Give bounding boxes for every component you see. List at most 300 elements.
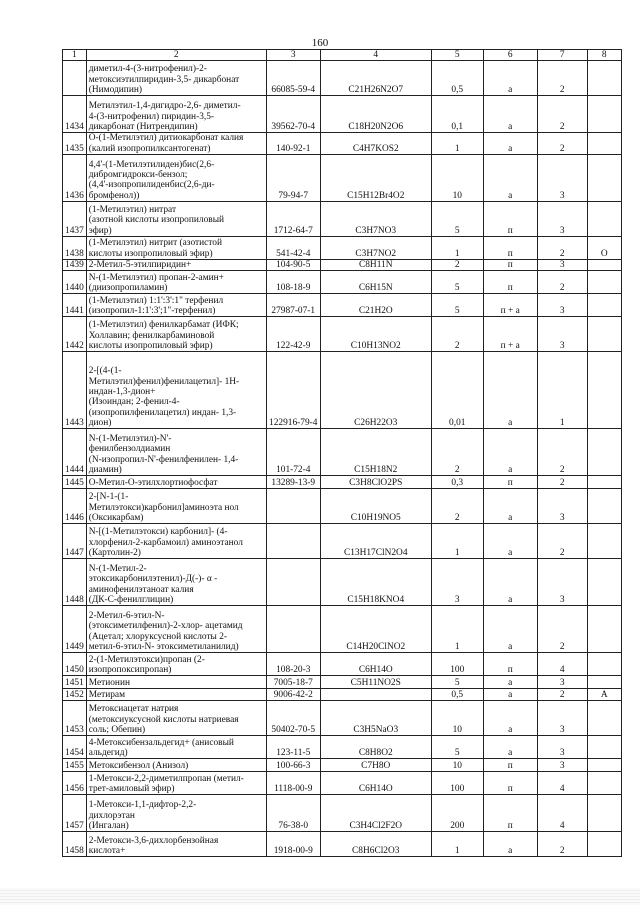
aggregate-state: а xyxy=(483,701,537,736)
limit-value: 200 xyxy=(431,795,483,832)
table-row xyxy=(63,476,622,489)
substance-name-line: О-(1-Метилэтил) дитиокарбонат калия xyxy=(88,133,244,144)
substance-name-line: метоксиэтилпиридин-3,5- дикарбонат xyxy=(88,74,240,85)
limit-value: 3 xyxy=(431,559,483,606)
limit-value: 10 xyxy=(431,759,483,772)
limit-value: 100 xyxy=(431,653,483,676)
table-row xyxy=(63,133,622,155)
substance-name-line: (1-Метилэтил) нитрит (азотистой xyxy=(88,238,222,249)
hazard-class: 4 xyxy=(537,772,587,795)
row-number xyxy=(63,61,87,96)
substance-name xyxy=(86,736,266,759)
cas-number: 13289-13-9 xyxy=(266,476,320,489)
substance-name-line: 4-Метоксибензальдегид+ (анисовый xyxy=(88,737,234,748)
row-number: 1442 xyxy=(63,317,87,352)
row-number: 1443 xyxy=(63,352,87,429)
cas-number: 76-38-0 xyxy=(266,795,320,832)
hazard-class: 3 xyxy=(537,559,587,606)
chemical-formula: C26H22O3 xyxy=(320,352,431,429)
page-number: 160 xyxy=(311,37,329,49)
substance-name-line: кислоты изопропиловый эфир) xyxy=(88,248,213,259)
limit-value: 2 xyxy=(431,429,483,476)
limit-value: 5 xyxy=(431,676,483,689)
hazard-class: 3 xyxy=(537,701,587,736)
substance-name-line: этоксикарбонилэтенил)-Д(-)- α - xyxy=(88,574,218,585)
table-body xyxy=(63,61,622,857)
limit-value: 1 xyxy=(431,524,483,559)
substance-name xyxy=(86,96,266,133)
substance-name-line: Метилэтокси)карбонил]аминоэта нол xyxy=(88,502,239,513)
cas-number: 122916-79-4 xyxy=(266,352,320,429)
substance-name xyxy=(86,317,266,352)
substance-name-line: (1-Метилэтил) 1:1':3':1" терфенил xyxy=(88,295,224,306)
cas-number: 50402-70-5 xyxy=(266,701,320,736)
column-number: 3 xyxy=(266,50,320,61)
hazard-class: 2 xyxy=(537,271,587,294)
chemical-formula: C14H20ClNO2 xyxy=(320,606,431,653)
hazard-class: 3 xyxy=(537,154,587,201)
substance-name xyxy=(86,701,266,736)
substance-name-line: дикарбонат (Нитрендипин) xyxy=(88,122,198,132)
chemical-formula: C6H15N xyxy=(320,271,431,294)
substance-name-line: N-(1-Метил-2- xyxy=(88,564,147,574)
substance-name-line: О-Метил-О-этилхлортиофосфат xyxy=(88,477,218,488)
hazard-class: 4 xyxy=(537,795,587,832)
cas-number: 101-72-4 xyxy=(266,429,320,476)
limit-value: 1 xyxy=(431,236,483,259)
row-number: 1437 xyxy=(63,201,87,236)
limit-value: 2 xyxy=(431,259,483,270)
hazard-class: 3 xyxy=(537,676,587,689)
hazard-class: 2 xyxy=(537,133,587,155)
substance-name-line: метил-6-этил-N- этоксиметиланилид) xyxy=(88,641,239,652)
chemical-formula: C13H17ClN2O4 xyxy=(320,524,431,559)
action-note xyxy=(587,429,621,476)
hygiene-standards-table xyxy=(62,49,622,857)
hazard-class: 3 xyxy=(537,759,587,772)
hazard-class: 3 xyxy=(537,736,587,759)
limit-value: 5 xyxy=(431,736,483,759)
cas-number: 79-94-7 xyxy=(266,154,320,201)
aggregate-state: п + а xyxy=(483,294,537,317)
row-number: 1457 xyxy=(63,795,87,832)
column-number: 2 xyxy=(86,50,266,61)
substance-name-line: Метирам xyxy=(88,689,126,700)
chemical-formula xyxy=(320,689,431,701)
substance-name-line: 2-[(4-(1- xyxy=(88,366,122,377)
aggregate-state: а xyxy=(483,154,537,201)
aggregate-state: п xyxy=(483,236,537,259)
limit-value: 1 xyxy=(431,606,483,653)
chemical-formula: C15H12Br4O2 xyxy=(320,154,431,201)
substance-name xyxy=(86,259,266,270)
substance-name-line: (Ацетал; хлоруксусной кислоты 2- xyxy=(88,631,228,642)
cas-number: 1118-00-9 xyxy=(266,772,320,795)
substance-name-line: эфир) xyxy=(88,225,112,236)
substance-name-line: 1-Метокси-2,2-диметилпропан (метил- xyxy=(88,773,244,784)
substance-name xyxy=(86,759,266,772)
substance-name-line: N-[(1-Метилэтокси) карбонил]- (4- xyxy=(88,527,228,538)
limit-value: 5 xyxy=(431,201,483,236)
substance-name-line: (Нимодипин) xyxy=(88,85,142,95)
substance-name-line: 2-(1-Метилэтокси)пропан (2- xyxy=(88,654,205,665)
column-number-row xyxy=(63,50,622,61)
aggregate-state: а xyxy=(483,559,537,606)
chemical-formula: C5H11NO2S xyxy=(320,676,431,689)
aggregate-state: а xyxy=(483,133,537,155)
aggregate-state: а xyxy=(483,736,537,759)
substance-name xyxy=(86,832,266,857)
substance-name-line: кислоты изопропиловый эфир) xyxy=(88,340,213,351)
table-row xyxy=(63,832,622,857)
action-note xyxy=(587,259,621,270)
hazard-class: 2 xyxy=(537,476,587,489)
substance-name-line: бромфенол)) xyxy=(88,190,140,201)
row-number: 1455 xyxy=(63,759,87,772)
substance-name xyxy=(86,606,266,653)
substance-name-line: трет-амиловый эфир) xyxy=(88,783,175,794)
aggregate-state: а xyxy=(483,489,537,524)
substance-name xyxy=(86,676,266,689)
hazard-class: 3 xyxy=(537,201,587,236)
cas-number: 27987-07-1 xyxy=(266,294,320,317)
action-note xyxy=(587,133,621,155)
cas-number xyxy=(266,524,320,559)
limit-value: 10 xyxy=(431,154,483,201)
aggregate-state: п xyxy=(483,772,537,795)
substance-name-line: (изопропил-1:1':3';1"-терфенил) xyxy=(88,305,216,316)
substance-name xyxy=(86,795,266,832)
limit-value: 0,3 xyxy=(431,476,483,489)
action-note xyxy=(587,606,621,653)
table-row xyxy=(63,736,622,759)
substance-name-line: (метоксиуксусной кислоты натриевая xyxy=(88,714,239,725)
chemical-formula: C10H13NO2 xyxy=(320,317,431,352)
table-row xyxy=(63,772,622,795)
substance-name-line: (изопропилфенилацетил) индан- 1,3- xyxy=(88,407,237,418)
action-note: О xyxy=(587,236,621,259)
table-row xyxy=(63,236,622,259)
table-row xyxy=(63,606,622,653)
aggregate-state: п xyxy=(483,795,537,832)
substance-name-line: (1-Метилэтил) фенилкарбамат (ИФК; xyxy=(88,320,239,331)
substance-name-line: альдегид) xyxy=(88,747,128,758)
substance-name xyxy=(86,236,266,259)
chemical-formula: C3H8ClO2PS xyxy=(320,476,431,489)
aggregate-state: а xyxy=(483,689,537,701)
aggregate-state: а xyxy=(483,429,537,476)
chemical-formula: C4H7KOS2 xyxy=(320,133,431,155)
column-number: 5 xyxy=(431,50,483,61)
action-note xyxy=(587,559,621,606)
limit-value: 2 xyxy=(431,489,483,524)
substance-name xyxy=(86,689,266,701)
substance-name xyxy=(86,559,266,606)
chemical-formula: C7H8O xyxy=(320,759,431,772)
chemical-formula: C18H20N2O6 xyxy=(320,96,431,133)
substance-name xyxy=(86,271,266,294)
row-number: 1452 xyxy=(63,689,87,701)
cas-number: 108-18-9 xyxy=(266,271,320,294)
row-number: 1434 xyxy=(63,96,87,133)
substance-name xyxy=(86,352,266,429)
substance-name-line: N-(1-Метилэтил)-N'- xyxy=(88,434,172,444)
chemical-formula: C3H7NO3 xyxy=(320,201,431,236)
substance-name-line: (1-Метилэтил) нитрат xyxy=(88,205,177,215)
table-row xyxy=(63,559,622,606)
action-note: А xyxy=(587,689,621,701)
substance-name-line: Метилэтил-1,4-дигидро-2,6- диметил- xyxy=(88,101,241,112)
cas-number: 7005-18-7 xyxy=(266,676,320,689)
substance-name-line: 2-Метокси-3,6-дихлорбензойная xyxy=(88,835,219,846)
chemical-formula: C3H4Cl2F2O xyxy=(320,795,431,832)
substance-name-line: (Оксикарбам) xyxy=(88,512,144,523)
table-row xyxy=(63,524,622,559)
substance-name-line: Метионин xyxy=(88,677,130,688)
cas-number: 1712-64-7 xyxy=(266,201,320,236)
table-row xyxy=(63,61,622,96)
cas-number: 104-90-5 xyxy=(266,259,320,270)
action-note xyxy=(587,61,621,96)
substance-name xyxy=(86,61,266,96)
scan-lines-decoration xyxy=(0,888,640,905)
row-number: 1440 xyxy=(63,271,87,294)
substance-name xyxy=(86,653,266,676)
table-row xyxy=(63,201,622,236)
aggregate-state: п + а xyxy=(483,317,537,352)
action-note xyxy=(587,96,621,133)
aggregate-state: а xyxy=(483,676,537,689)
substance-name xyxy=(86,429,266,476)
substance-name-line: (Картолин-2) xyxy=(88,547,141,558)
row-number: 1438 xyxy=(63,236,87,259)
hazard-class: 2 xyxy=(537,606,587,653)
substance-name xyxy=(86,476,266,489)
action-note xyxy=(587,653,621,676)
substance-name-line: изопропоксипропан) xyxy=(88,664,172,675)
row-number: 1435 xyxy=(63,133,87,155)
row-number: 1454 xyxy=(63,736,87,759)
hazard-class: 2 xyxy=(537,524,587,559)
action-note xyxy=(587,772,621,795)
row-number: 1436 xyxy=(63,154,87,201)
row-number: 1444 xyxy=(63,429,87,476)
table-row xyxy=(63,317,622,352)
substance-name-line: Метоксибензол (Анизол) xyxy=(88,760,189,771)
cas-number: 9006-42-2 xyxy=(266,689,320,701)
limit-value: 0,5 xyxy=(431,61,483,96)
substance-name xyxy=(86,772,266,795)
hazard-class: 2 xyxy=(537,61,587,96)
chemical-formula: C8H11N xyxy=(320,259,431,270)
column-number: 8 xyxy=(587,50,621,61)
limit-value: 5 xyxy=(431,271,483,294)
substance-name-line: (Изоиндан; 2-фенил-4- xyxy=(88,397,180,408)
table-row xyxy=(63,676,622,689)
substance-name-line: (N-изопропил-N'-фенилфенилен- 1,4- xyxy=(88,454,239,465)
limit-value: 100 xyxy=(431,772,483,795)
column-number: 1 xyxy=(63,50,87,61)
table-row xyxy=(63,429,622,476)
aggregate-state: а xyxy=(483,352,537,429)
substance-name-line: Холлавин; фенилкарбаминовой xyxy=(88,330,215,341)
cas-number: 39562-70-4 xyxy=(266,96,320,133)
substance-name-line: (Ингалан) xyxy=(88,820,129,831)
substance-name-line: соль; Обепин) xyxy=(88,724,146,735)
cas-number: 122-42-9 xyxy=(266,317,320,352)
table-row xyxy=(63,352,622,429)
column-number: 7 xyxy=(537,50,587,61)
substance-name-line: (азотной кислоты изопропиловый xyxy=(88,215,225,226)
action-note xyxy=(587,736,621,759)
hazard-class: 3 xyxy=(537,259,587,270)
cas-number xyxy=(266,606,320,653)
substance-name-line: дион) xyxy=(88,417,112,428)
substance-name-line: фенилбензолдиамин xyxy=(88,444,171,455)
cas-number: 66085-59-4 xyxy=(266,61,320,96)
chemical-formula: C8H6Cl2O3 xyxy=(320,832,431,857)
substance-name-line: (ДК-С-фенилглицин) xyxy=(88,594,174,605)
cas-number: 100-66-3 xyxy=(266,759,320,772)
table-row xyxy=(63,795,622,832)
cas-number xyxy=(266,559,320,606)
aggregate-state: п xyxy=(483,759,537,772)
aggregate-state: а xyxy=(483,61,537,96)
limit-value: 10 xyxy=(431,701,483,736)
table-row xyxy=(63,259,622,270)
row-number: 1446 xyxy=(63,489,87,524)
cas-number: 123-11-5 xyxy=(266,736,320,759)
action-note xyxy=(587,489,621,524)
aggregate-state: п xyxy=(483,201,537,236)
chemical-formula: C21H26N2O7 xyxy=(320,61,431,96)
aggregate-state: а xyxy=(483,524,537,559)
chemical-formula: C21H2O xyxy=(320,294,431,317)
limit-value: 2 xyxy=(431,317,483,352)
cas-number: 1918-00-9 xyxy=(266,832,320,857)
limit-value: 1 xyxy=(431,832,483,857)
hazard-class: 3 xyxy=(537,489,587,524)
table-row xyxy=(63,653,622,676)
aggregate-state: а xyxy=(483,96,537,133)
substance-name-line: хлорфенил-2-карбамоил) аминоэтанол xyxy=(88,537,243,548)
substance-name-line: (4,4'-изопропилиденбис(2,6-ди- xyxy=(88,180,215,191)
table-row xyxy=(63,96,622,133)
substance-name xyxy=(86,524,266,559)
row-number: 1456 xyxy=(63,772,87,795)
action-note xyxy=(587,795,621,832)
cas-number: 541-42-4 xyxy=(266,236,320,259)
substance-name xyxy=(86,489,266,524)
hazard-class: 4 xyxy=(537,653,587,676)
substance-name-line: дибромгидрокси-бензол; xyxy=(88,170,188,180)
row-number: 1441 xyxy=(63,294,87,317)
table-row xyxy=(63,154,622,201)
action-note xyxy=(587,271,621,294)
action-note xyxy=(587,352,621,429)
limit-value: 5 xyxy=(431,294,483,317)
substance-name-line: дихлорэтан xyxy=(88,810,135,821)
table-row xyxy=(63,759,622,772)
substance-name-line: диамин) xyxy=(88,464,122,475)
row-number: 1451 xyxy=(63,676,87,689)
row-number: 1448 xyxy=(63,559,87,606)
substance-name-line: (калий изопропилксантогенат) xyxy=(88,143,211,154)
action-note xyxy=(587,154,621,201)
action-note xyxy=(587,317,621,352)
substance-name-line: Метилэтил)фенил)фенилацетил]- 1Н- xyxy=(88,376,240,387)
column-number: 4 xyxy=(320,50,431,61)
row-number: 1453 xyxy=(63,701,87,736)
action-note xyxy=(587,201,621,236)
action-note xyxy=(587,701,621,736)
limit-value: 1 xyxy=(431,133,483,155)
action-note xyxy=(587,524,621,559)
row-number: 1447 xyxy=(63,524,87,559)
substance-name-line: кислота+ xyxy=(88,845,126,856)
row-number: 1458 xyxy=(63,832,87,857)
substance-name-line: индан-1,3-дион+ xyxy=(88,387,156,397)
aggregate-state: а xyxy=(483,832,537,857)
aggregate-state: п xyxy=(483,653,537,676)
row-number: 1445 xyxy=(63,476,87,489)
hazard-class: 2 xyxy=(537,832,587,857)
column-number: 6 xyxy=(483,50,537,61)
hazard-class: 3 xyxy=(537,294,587,317)
aggregate-state: п xyxy=(483,259,537,270)
action-note xyxy=(587,476,621,489)
aggregate-state: а xyxy=(483,606,537,653)
hazard-class: 1 xyxy=(537,352,587,429)
chemical-formula: C15H18N2 xyxy=(320,429,431,476)
limit-value: 0,1 xyxy=(431,96,483,133)
hazard-class: 2 xyxy=(537,429,587,476)
substance-name-line: 4,4'-(1-Метилэтилиден)бис(2,6- xyxy=(88,159,215,170)
chemical-formula: C15H18KNO4 xyxy=(320,559,431,606)
table-row xyxy=(63,489,622,524)
cas-number: 140-92-1 xyxy=(266,133,320,155)
row-number: 1439 xyxy=(63,259,87,270)
substance-name-line: 1-Метокси-1,1-дифтор-2,2- xyxy=(88,800,197,811)
action-note xyxy=(587,832,621,857)
action-note xyxy=(587,759,621,772)
table-row xyxy=(63,294,622,317)
cas-number xyxy=(266,489,320,524)
hazard-class: 3 xyxy=(537,317,587,352)
row-number: 1450 xyxy=(63,653,87,676)
hazard-class: 2 xyxy=(537,689,587,701)
hazard-class: 2 xyxy=(537,236,587,259)
substance-name-line: 2-Метил-5-этилпиридин+ xyxy=(88,259,192,270)
row-number: 1449 xyxy=(63,606,87,653)
table-row xyxy=(63,701,622,736)
cas-number: 108-20-3 xyxy=(266,653,320,676)
substance-name-line: 2-Метил-6-этил-N- xyxy=(88,611,165,621)
chemical-formula: C3H7NO2 xyxy=(320,236,431,259)
substance-name-line: (диизопропиламин) xyxy=(88,282,168,293)
substance-name-line: 4-(3-нитрофенил) пиридин-3,5- xyxy=(88,111,215,122)
substance-name xyxy=(86,133,266,155)
substance-name xyxy=(86,154,266,201)
chemical-formula: C10H19NO5 xyxy=(320,489,431,524)
substance-name-line: 2-[N-1-(1- xyxy=(88,492,129,503)
substance-name xyxy=(86,201,266,236)
hazard-class: 2 xyxy=(537,96,587,133)
action-note xyxy=(587,676,621,689)
chemical-formula: C8H8O2 xyxy=(320,736,431,759)
substance-name xyxy=(86,294,266,317)
substance-name-line: Метоксиацетат натрия xyxy=(88,704,179,715)
